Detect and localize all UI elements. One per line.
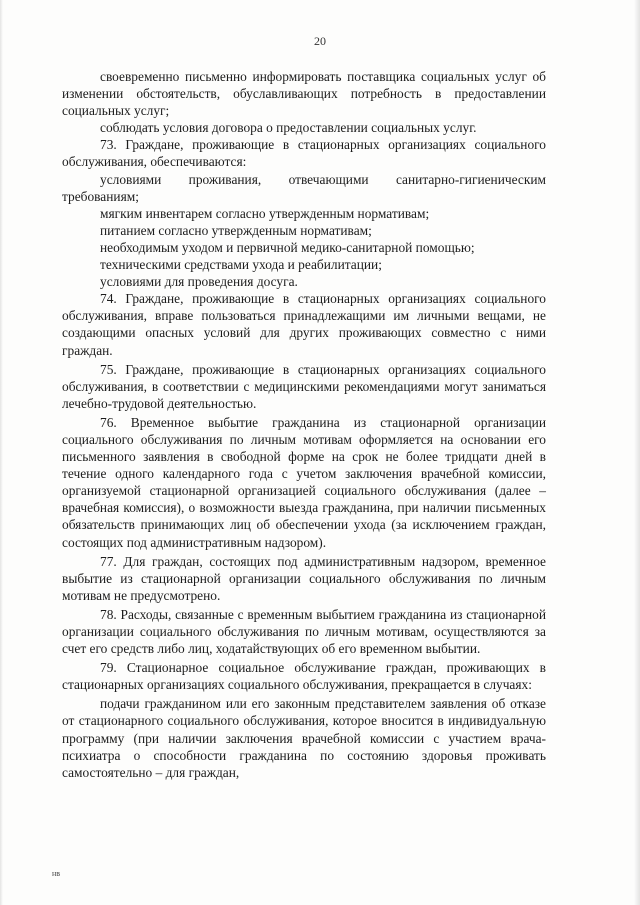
paragraph-73-technical-means: техническими средствами ухода и реабилитации; (100, 257, 382, 273)
scan-edge-right (634, 0, 640, 905)
paragraph-76: 76. Временное выбытие гражданина из стационарной организации социального обслуживания по личным мотивам оформляется на основании его письменного заявления в свободной форме на срок не более тридцати дней в течение одного календарного года с учетом заключения врачебной комиссии, организуемой стационарной организацией социального обслуживания (далее – врачебная комиссия), о возможности выезда гражданина, при наличии письменных обязательств принимающих лиц об обеспечении ухода (за исключением граждан, состоящих под административным надзором). (62, 414, 546, 550)
footer-mark: нв (52, 869, 61, 878)
paragraph-73-soft-inventory: мягким инвентарем согласно утвержденным нормативам; (100, 205, 430, 221)
paragraph-73: 73. Граждане, проживающие в стационарных организациях социального обслуживания, обеспечиваются: (62, 137, 546, 170)
scan-edge-left (0, 0, 3, 905)
paragraph-obligation-inform: своевременно письменно информировать поставщика социальных услуг об изменении обстоятельств, обуславливающих потребность в предоставлении социальных услуг; (62, 69, 546, 119)
page-number: 20 (314, 34, 326, 48)
paragraph-79: 79. Стационарное социальное обслуживание граждан, проживающих в стационарных организациях социального обслуживания, прекращается в случаях: (62, 660, 546, 693)
paragraph-78: 78. Расходы, связанные с временным выбытием гражданина из стационарной организации социального обслуживания по личным мотивам, осуществляются за счет его средств либо лиц, ходатайствующих об его временном выбытии. (62, 606, 546, 657)
paragraph-73-leisure: условиями для проведения досуга. (100, 274, 298, 290)
paragraph-75: 75. Граждане, проживающие в стационарных организациях социального обслуживания, в соответствии с медицинскими рекомендациями могут заниматься лечебно-трудовой деятельностью. (62, 361, 546, 411)
paragraph-73-food: питанием согласно утвержденным нормативам; (100, 222, 372, 238)
paragraph-73-living-conditions: условиями проживания, отвечающими санитарно-гигиеническим требованиям; (62, 171, 546, 204)
paragraph-obligation-contract: соблюдать условия договора о предоставлении социальных услуг. (100, 120, 477, 136)
paragraph-73-care: необходимым уходом и первичной медико-санитарной помощью; (100, 239, 475, 255)
paragraph-74: 74. Граждане, проживающие в стационарных организациях социального обслуживания, вправе пользоваться принадлежащими им личными вещами, не создающими опасных условий для других проживающих совместно с ними граждан. (62, 291, 546, 358)
document-body (62, 68, 546, 781)
paragraph-79-refusal: подачи гражданином или его законным представителем заявления об отказе от стационарного социального обслуживания, которое вносится в индивидуальную программу (при наличии заключения врачебной комиссии с участием врача-психиатра о способности гражданина по состоянию здоровья проживать самостоятельно – для граждан, (62, 696, 546, 780)
paragraph-77: 77. Для граждан, состоящих под административным надзором, временное выбытие из стационарной организации социального обслуживания по личным мотивам не предусмотрено. (62, 553, 546, 603)
